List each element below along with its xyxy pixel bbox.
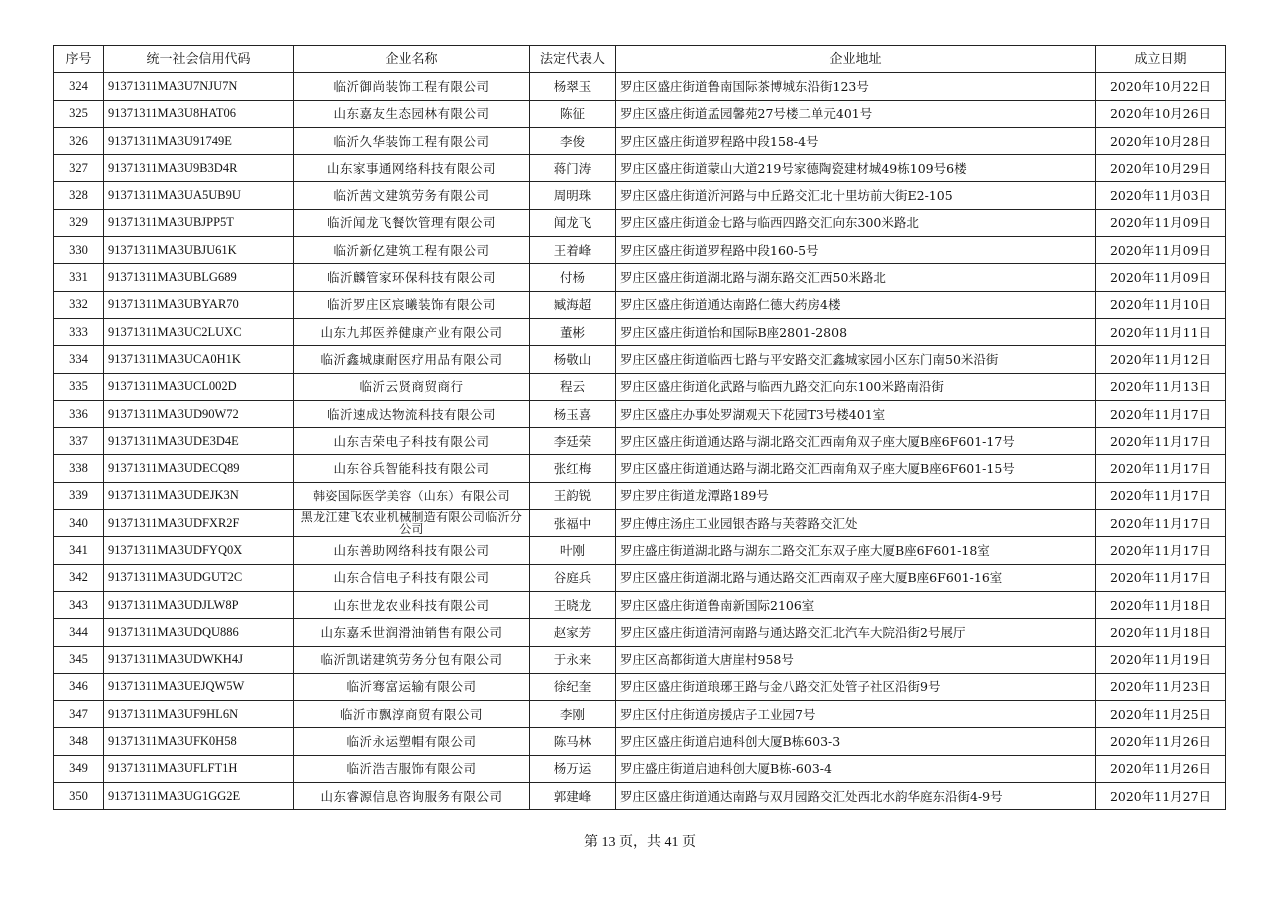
row-seq: 330 bbox=[54, 237, 104, 264]
row-credit-code: 91371311MA3U91749E bbox=[104, 127, 294, 154]
row-credit-code: 91371311MA3UF9HL6N bbox=[104, 701, 294, 728]
row-credit-code: 91371311MA3UDWKH4J bbox=[104, 646, 294, 673]
row-company-name: 临沂市飘淳商贸有限公司 bbox=[294, 701, 530, 728]
row-founded-date: 2020年11月17日 bbox=[1096, 537, 1226, 564]
row-address: 罗庄区盛庄街道通达南路仁德大药房4楼 bbox=[616, 291, 1096, 318]
row-founded-date: 2020年11月10日 bbox=[1096, 291, 1226, 318]
table-row bbox=[54, 783, 1226, 810]
row-seq: 327 bbox=[54, 155, 104, 182]
table-row bbox=[54, 346, 1226, 373]
row-founded-date: 2020年11月13日 bbox=[1096, 373, 1226, 400]
row-credit-code: 91371311MA3UD90W72 bbox=[104, 400, 294, 427]
table-row bbox=[54, 619, 1226, 646]
row-company-name: 临沂凯诺建筑劳务分包有限公司 bbox=[294, 646, 530, 673]
row-address: 罗庄区盛庄街道临西七路与平安路交汇鑫城家园小区东门南50米沿街 bbox=[616, 346, 1096, 373]
row-credit-code: 91371311MA3U8HAT06 bbox=[104, 100, 294, 127]
row-legal-rep: 董彬 bbox=[530, 318, 616, 345]
row-legal-rep: 徐纪奎 bbox=[530, 673, 616, 700]
row-credit-code: 91371311MA3UDE3D4E bbox=[104, 428, 294, 455]
row-seq: 326 bbox=[54, 127, 104, 154]
row-address: 罗庄区盛庄街道通达南路与双月园路交汇处西北水韵华庭东沿街4-9号 bbox=[616, 783, 1096, 810]
row-legal-rep: 闻龙飞 bbox=[530, 209, 616, 236]
row-company-name: 临沂骞富运输有限公司 bbox=[294, 673, 530, 700]
table-row bbox=[54, 318, 1226, 345]
row-founded-date: 2020年11月03日 bbox=[1096, 182, 1226, 209]
table-row bbox=[54, 728, 1226, 755]
row-credit-code: 91371311MA3UBYAR70 bbox=[104, 291, 294, 318]
row-credit-code: 91371311MA3UBJPP5T bbox=[104, 209, 294, 236]
header-founded-date: 成立日期 bbox=[1096, 46, 1226, 73]
row-company-name: 山东九邦医养健康产业有限公司 bbox=[294, 318, 530, 345]
row-founded-date: 2020年11月17日 bbox=[1096, 564, 1226, 591]
row-legal-rep: 谷庭兵 bbox=[530, 564, 616, 591]
row-founded-date: 2020年11月09日 bbox=[1096, 237, 1226, 264]
row-address: 罗庄区盛庄街道通达路与湖北路交汇西南角双子座大厦B座6F601-17号 bbox=[616, 428, 1096, 455]
row-address: 罗庄区盛庄办事处罗湖观天下花园T3号楼401室 bbox=[616, 400, 1096, 427]
row-seq: 350 bbox=[54, 783, 104, 810]
table-row bbox=[54, 127, 1226, 154]
row-founded-date: 2020年11月17日 bbox=[1096, 482, 1226, 509]
table-row bbox=[54, 373, 1226, 400]
row-legal-rep: 李刚 bbox=[530, 701, 616, 728]
row-address: 罗庄区高都街道大唐崖村958号 bbox=[616, 646, 1096, 673]
table-header-row bbox=[54, 46, 1226, 73]
row-founded-date: 2020年11月09日 bbox=[1096, 264, 1226, 291]
row-company-name: 临沂麟管家环保科技有限公司 bbox=[294, 264, 530, 291]
row-seq: 343 bbox=[54, 591, 104, 618]
row-legal-rep: 陈征 bbox=[530, 100, 616, 127]
row-company-name: 临沂新亿建筑工程有限公司 bbox=[294, 237, 530, 264]
header-legal-rep: 法定代表人 bbox=[530, 46, 616, 73]
table-row bbox=[54, 100, 1226, 127]
row-address: 罗庄罗庄街道龙潭路189号 bbox=[616, 482, 1096, 509]
row-seq: 332 bbox=[54, 291, 104, 318]
page-footer: 第 13 页，共 41 页 bbox=[584, 835, 696, 850]
row-credit-code: 91371311MA3UCL002D bbox=[104, 373, 294, 400]
row-credit-code: 91371311MA3UG1GG2E bbox=[104, 783, 294, 810]
row-credit-code: 91371311MA3UCA0H1K bbox=[104, 346, 294, 373]
table-row bbox=[54, 673, 1226, 700]
row-seq: 328 bbox=[54, 182, 104, 209]
row-credit-code: 91371311MA3UBLG689 bbox=[104, 264, 294, 291]
row-company-name: 临沂闻龙飞餐饮管理有限公司 bbox=[294, 209, 530, 236]
row-credit-code: 91371311MA3UFLFT1H bbox=[104, 755, 294, 782]
row-seq: 337 bbox=[54, 428, 104, 455]
row-company-name: 临沂鑫城康耐医疗用品有限公司 bbox=[294, 346, 530, 373]
row-credit-code: 91371311MA3UDGUT2C bbox=[104, 564, 294, 591]
row-company-name: 山东嘉友生态园林有限公司 bbox=[294, 100, 530, 127]
table-row bbox=[54, 237, 1226, 264]
row-legal-rep: 杨敬山 bbox=[530, 346, 616, 373]
header-seq: 序号 bbox=[54, 46, 104, 73]
table-row bbox=[54, 755, 1226, 782]
table-row bbox=[54, 510, 1226, 537]
table-row bbox=[54, 428, 1226, 455]
table-row bbox=[54, 264, 1226, 291]
table-row bbox=[54, 564, 1226, 591]
table-row bbox=[54, 701, 1226, 728]
row-legal-rep: 王着峰 bbox=[530, 237, 616, 264]
row-seq: 339 bbox=[54, 482, 104, 509]
row-company-name: 山东吉荣电子科技有限公司 bbox=[294, 428, 530, 455]
table-row bbox=[54, 155, 1226, 182]
row-seq: 340 bbox=[54, 510, 104, 537]
row-credit-code: 91371311MA3UDJLW8P bbox=[104, 591, 294, 618]
row-company-name: 山东善助网络科技有限公司 bbox=[294, 537, 530, 564]
table-row bbox=[54, 291, 1226, 318]
row-founded-date: 2020年11月25日 bbox=[1096, 701, 1226, 728]
enterprise-registry-table bbox=[53, 45, 1226, 810]
row-company-name: 临沂久华装饰工程有限公司 bbox=[294, 127, 530, 154]
row-credit-code: 91371311MA3UDFXR2F bbox=[104, 510, 294, 537]
row-address: 罗庄区盛庄街道启迪科创大厦B栋603-3 bbox=[616, 728, 1096, 755]
row-founded-date: 2020年11月17日 bbox=[1096, 455, 1226, 482]
row-company-name: 山东谷兵智能科技有限公司 bbox=[294, 455, 530, 482]
table-row bbox=[54, 182, 1226, 209]
row-credit-code: 91371311MA3UEJQW5W bbox=[104, 673, 294, 700]
row-legal-rep: 杨玉喜 bbox=[530, 400, 616, 427]
row-founded-date: 2020年11月19日 bbox=[1096, 646, 1226, 673]
row-credit-code: 91371311MA3UDEJK3N bbox=[104, 482, 294, 509]
row-company-name: 山东家事通网络科技有限公司 bbox=[294, 155, 530, 182]
row-seq: 336 bbox=[54, 400, 104, 427]
table-row bbox=[54, 646, 1226, 673]
row-company-name: 临沂茜文建筑劳务有限公司 bbox=[294, 182, 530, 209]
row-seq: 334 bbox=[54, 346, 104, 373]
row-seq: 344 bbox=[54, 619, 104, 646]
row-company-name: 山东世龙农业科技有限公司 bbox=[294, 591, 530, 618]
row-founded-date: 2020年10月22日 bbox=[1096, 73, 1226, 100]
row-founded-date: 2020年11月11日 bbox=[1096, 318, 1226, 345]
row-legal-rep: 李廷荣 bbox=[530, 428, 616, 455]
row-legal-rep: 李俊 bbox=[530, 127, 616, 154]
row-founded-date: 2020年11月17日 bbox=[1096, 428, 1226, 455]
row-credit-code: 91371311MA3UDFYQ0X bbox=[104, 537, 294, 564]
table-row bbox=[54, 591, 1226, 618]
row-seq: 335 bbox=[54, 373, 104, 400]
row-address: 罗庄区付庄街道房援店子工业园7号 bbox=[616, 701, 1096, 728]
row-founded-date: 2020年11月23日 bbox=[1096, 673, 1226, 700]
row-legal-rep: 臧海超 bbox=[530, 291, 616, 318]
row-credit-code: 91371311MA3UDQU886 bbox=[104, 619, 294, 646]
row-legal-rep: 王韵锐 bbox=[530, 482, 616, 509]
row-company-name: 临沂罗庄区宸曦装饰有限公司 bbox=[294, 291, 530, 318]
row-company-name: 临沂速成达物流科技有限公司 bbox=[294, 400, 530, 427]
row-legal-rep: 杨翠玉 bbox=[530, 73, 616, 100]
row-seq: 329 bbox=[54, 209, 104, 236]
table-row bbox=[54, 537, 1226, 564]
row-company-name: 山东睿源信息咨询服务有限公司 bbox=[294, 783, 530, 810]
row-seq: 345 bbox=[54, 646, 104, 673]
row-credit-code: 91371311MA3U7NJU7N bbox=[104, 73, 294, 100]
row-company-name: 黑龙江建飞农业机械制造有限公司临沂分公司 bbox=[294, 510, 530, 537]
row-address: 罗庄区盛庄街道沂河路与中丘路交汇北十里坊前大街E2-105 bbox=[616, 182, 1096, 209]
row-founded-date: 2020年11月26日 bbox=[1096, 755, 1226, 782]
row-address: 罗庄区盛庄街道蒙山大道219号家德陶瓷建材城49栋109号6楼 bbox=[616, 155, 1096, 182]
row-credit-code: 91371311MA3UBJU61K bbox=[104, 237, 294, 264]
row-legal-rep: 杨万运 bbox=[530, 755, 616, 782]
row-address: 罗庄区盛庄街道化武路与临西九路交汇向东100米路南沿街 bbox=[616, 373, 1096, 400]
row-address: 罗庄区盛庄街道湖北路与通达路交汇西南双子座大厦B座6F601-16室 bbox=[616, 564, 1096, 591]
row-founded-date: 2020年11月26日 bbox=[1096, 728, 1226, 755]
header-company-name: 企业名称 bbox=[294, 46, 530, 73]
row-company-name: 临沂浩吉服饰有限公司 bbox=[294, 755, 530, 782]
table-row bbox=[54, 73, 1226, 100]
header-address: 企业地址 bbox=[616, 46, 1096, 73]
row-seq: 348 bbox=[54, 728, 104, 755]
table-row bbox=[54, 455, 1226, 482]
row-address: 罗庄区盛庄街道湖北路与湖东路交汇西50米路北 bbox=[616, 264, 1096, 291]
row-address: 罗庄区盛庄街道琅琊王路与金八路交汇处管子社区沿街9号 bbox=[616, 673, 1096, 700]
row-legal-rep: 叶刚 bbox=[530, 537, 616, 564]
row-founded-date: 2020年11月12日 bbox=[1096, 346, 1226, 373]
row-founded-date: 2020年11月17日 bbox=[1096, 510, 1226, 537]
row-legal-rep: 付杨 bbox=[530, 264, 616, 291]
row-credit-code: 91371311MA3U9B3D4R bbox=[104, 155, 294, 182]
row-address: 罗庄区盛庄街道鲁南新国际2106室 bbox=[616, 591, 1096, 618]
row-address: 罗庄区盛庄街道怡和国际B座2801-2808 bbox=[616, 318, 1096, 345]
row-seq: 347 bbox=[54, 701, 104, 728]
row-credit-code: 91371311MA3UA5UB9U bbox=[104, 182, 294, 209]
row-credit-code: 91371311MA3UDECQ89 bbox=[104, 455, 294, 482]
row-address: 罗庄盛庄街道启迪科创大厦B栋-603-4 bbox=[616, 755, 1096, 782]
row-legal-rep: 于永来 bbox=[530, 646, 616, 673]
row-address: 罗庄傅庄汤庄工业园银杏路与芙蓉路交汇处 bbox=[616, 510, 1096, 537]
row-founded-date: 2020年11月27日 bbox=[1096, 783, 1226, 810]
row-legal-rep: 张福中 bbox=[530, 510, 616, 537]
row-address: 罗庄区盛庄街道通达路与湖北路交汇西南角双子座大厦B座6F601-15号 bbox=[616, 455, 1096, 482]
row-legal-rep: 张红梅 bbox=[530, 455, 616, 482]
row-address: 罗庄区盛庄街道孟园馨苑27号楼二单元401号 bbox=[616, 100, 1096, 127]
row-legal-rep: 周明珠 bbox=[530, 182, 616, 209]
row-legal-rep: 郭建峰 bbox=[530, 783, 616, 810]
row-seq: 341 bbox=[54, 537, 104, 564]
row-company-name: 临沂御尚装饰工程有限公司 bbox=[294, 73, 530, 100]
row-address: 罗庄区盛庄街道金七路与临西四路交汇向东300米路北 bbox=[616, 209, 1096, 236]
table-row bbox=[54, 400, 1226, 427]
row-seq: 338 bbox=[54, 455, 104, 482]
row-seq: 346 bbox=[54, 673, 104, 700]
row-credit-code: 91371311MA3UFK0H58 bbox=[104, 728, 294, 755]
row-seq: 333 bbox=[54, 318, 104, 345]
table-row bbox=[54, 209, 1226, 236]
row-founded-date: 2020年10月28日 bbox=[1096, 127, 1226, 154]
row-legal-rep: 赵家芳 bbox=[530, 619, 616, 646]
row-company-name: 山东嘉禾世润滑油销售有限公司 bbox=[294, 619, 530, 646]
row-seq: 342 bbox=[54, 564, 104, 591]
row-legal-rep: 王晓龙 bbox=[530, 591, 616, 618]
row-company-name: 临沂云贤商贸商行 bbox=[294, 373, 530, 400]
row-address: 罗庄盛庄街道湖北路与湖东二路交汇东双子座大厦B座6F601-18室 bbox=[616, 537, 1096, 564]
row-founded-date: 2020年10月29日 bbox=[1096, 155, 1226, 182]
row-legal-rep: 程云 bbox=[530, 373, 616, 400]
row-credit-code: 91371311MA3UC2LUXC bbox=[104, 318, 294, 345]
row-address: 罗庄区盛庄街道罗程路中段160-5号 bbox=[616, 237, 1096, 264]
row-address: 罗庄区盛庄街道罗程路中段158-4号 bbox=[616, 127, 1096, 154]
row-founded-date: 2020年10月26日 bbox=[1096, 100, 1226, 127]
row-seq: 349 bbox=[54, 755, 104, 782]
row-company-name: 韩姿国际医学美容（山东）有限公司 bbox=[294, 482, 530, 509]
row-address: 罗庄区盛庄街道鲁南国际茶博城东沿街123号 bbox=[616, 73, 1096, 100]
row-company-name: 临沂永运塑帽有限公司 bbox=[294, 728, 530, 755]
row-address: 罗庄区盛庄街道清河南路与通达路交汇北汽车大院沿街2号展厅 bbox=[616, 619, 1096, 646]
row-founded-date: 2020年11月18日 bbox=[1096, 591, 1226, 618]
row-seq: 324 bbox=[54, 73, 104, 100]
row-legal-rep: 蒋门涛 bbox=[530, 155, 616, 182]
row-company-name: 山东合信电子科技有限公司 bbox=[294, 564, 530, 591]
row-seq: 325 bbox=[54, 100, 104, 127]
row-founded-date: 2020年11月17日 bbox=[1096, 400, 1226, 427]
row-seq: 331 bbox=[54, 264, 104, 291]
header-credit-code: 统一社会信用代码 bbox=[104, 46, 294, 73]
table-row bbox=[54, 482, 1226, 509]
row-legal-rep: 陈马林 bbox=[530, 728, 616, 755]
row-founded-date: 2020年11月09日 bbox=[1096, 209, 1226, 236]
row-founded-date: 2020年11月18日 bbox=[1096, 619, 1226, 646]
